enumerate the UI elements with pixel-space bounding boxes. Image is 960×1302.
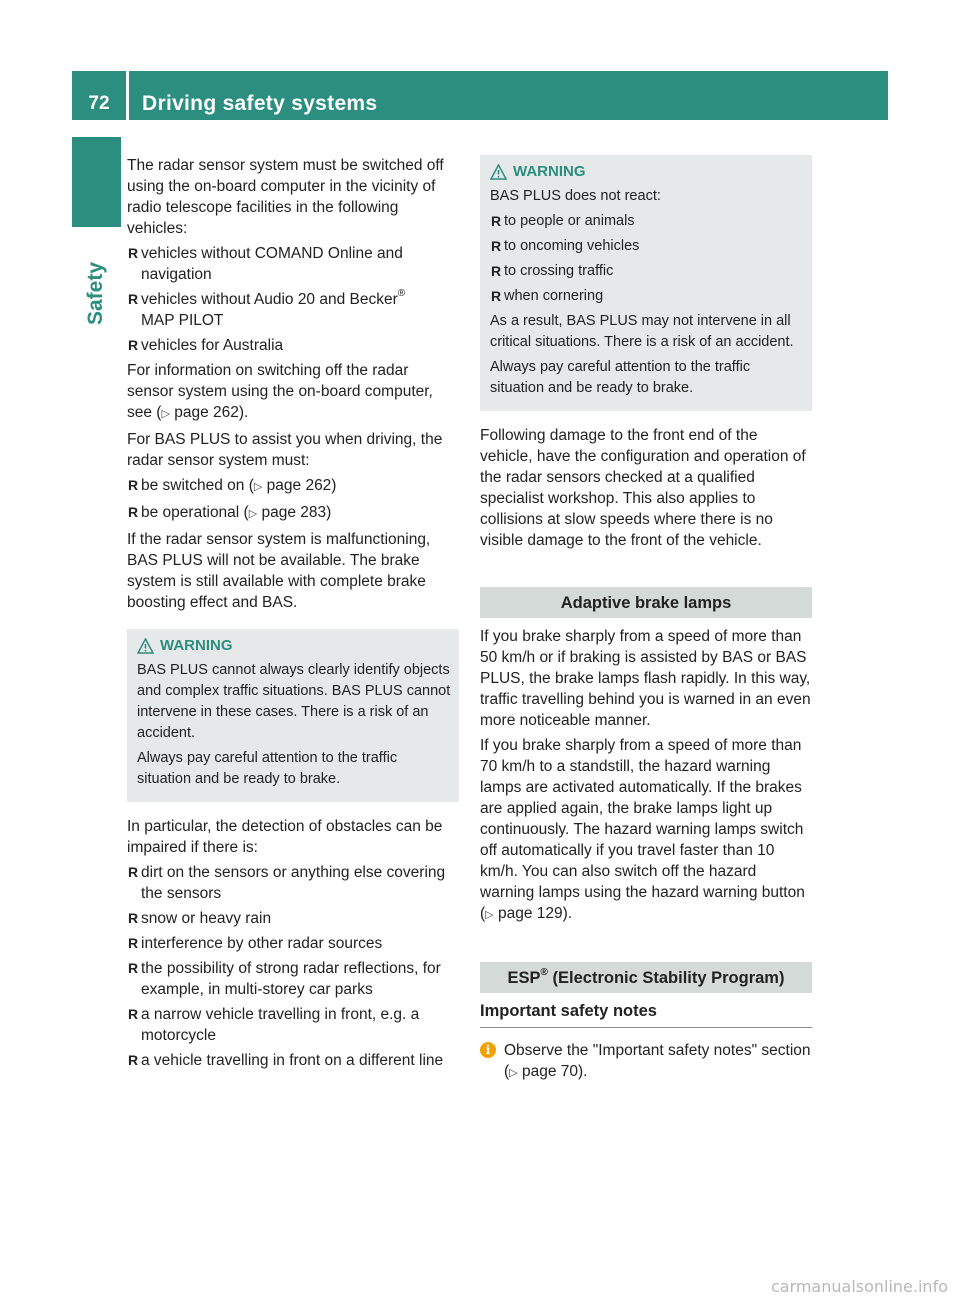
warning-text: BAS PLUS cannot always clearly identify objects and complex traffic situations. BAS PLUS cannot intervene in these cases. There is a risk of an accident. xyxy=(137,662,451,741)
info-note xyxy=(480,1040,812,1088)
bullet-icon: R xyxy=(491,288,502,304)
list-item: R a vehicle travelling in front on a different line xyxy=(128,1052,444,1069)
page-ref-arrow-icon: ▷ xyxy=(485,909,494,921)
bullet-icon: R xyxy=(128,935,139,951)
subsection-heading: Important safety notes xyxy=(480,1001,812,1028)
warning-list xyxy=(490,211,804,307)
bullet-icon: R xyxy=(128,245,139,261)
list-item: R when cornering xyxy=(490,286,804,307)
assist-paragraph: For BAS PLUS to assist you when driving, the radar sensor system must: xyxy=(127,431,443,469)
warning-heading xyxy=(137,635,451,656)
impair-paragraph: In particular, the detection of obstacles can be impaired if there is: xyxy=(127,818,443,856)
list-item: R dirt on the sensors or anything else covering the sensors xyxy=(128,864,446,902)
registered-mark: ® xyxy=(540,966,548,978)
bullet-icon: R xyxy=(491,238,502,254)
right-column xyxy=(480,155,812,1088)
chapter-title: Driving safety systems xyxy=(142,92,378,115)
list-item: R a narrow vehicle travelling in front, e.g. a motorcycle xyxy=(128,1006,420,1044)
warning-text: Always pay careful attention to the traffic situation and be ready to brake. xyxy=(490,359,751,396)
info-text: Observe the "Important safety notes" section (▷ page 70). xyxy=(504,1042,811,1080)
list-item: R vehicles for Australia xyxy=(128,337,284,354)
adaptive-paragraph: If you brake sharply from a speed of more than 70 km/h to a standstill, the hazard warning lamps are activated automatically. If the brakes are applied again, the brake lamps light up continuously. The hazard warning lamps switch off automatically if you travel faster than 10 km/h. You can also switch off the hazard warning lamps using the hazard warning button (▷ page 129). xyxy=(480,737,805,922)
list-item: R the possibility of strong radar reflections, for example, in multi-storey car parks xyxy=(128,960,441,998)
intro-paragraph: The radar sensor system must be switched off using the on-board computer in the vicinity of radio telescope facilities in the following vehicles: xyxy=(127,157,444,237)
list-item: R be switched on (▷ page 262) xyxy=(128,477,337,494)
bullet-icon: R xyxy=(128,291,139,307)
page-ref-arrow-icon: ▷ xyxy=(509,1067,518,1079)
bullet-icon: R xyxy=(128,910,139,926)
list-item: R vehicles without COMAND Online and navigation xyxy=(128,245,403,283)
section-heading: Adaptive brake lamps xyxy=(480,587,812,618)
page-reference[interactable]: page 262). xyxy=(174,404,249,421)
malfunction-paragraph: If the radar sensor system is malfunctioning, BAS PLUS will not be available. The brake system is still available with complete brake boosting effect and BAS. xyxy=(127,531,431,611)
page-reference[interactable]: page 129). xyxy=(497,905,573,922)
warning-text: As a result, BAS PLUS may not intervene in all critical situations. There is a risk of an accident. xyxy=(490,313,794,350)
site-watermark: carmanualsonline.info xyxy=(770,1277,948,1296)
page-reference[interactable]: page 262) xyxy=(266,477,337,494)
page-ref-arrow-icon: ▷ xyxy=(248,508,258,520)
warning-text: BAS PLUS does not react: xyxy=(490,188,661,204)
registered-mark: ® xyxy=(397,287,406,299)
list-item: R be operational (▷ page 283) xyxy=(128,504,332,521)
header-divider xyxy=(126,71,129,120)
bullet-icon: R xyxy=(128,337,139,353)
bullet-icon: R xyxy=(128,864,139,880)
assist-list xyxy=(127,475,459,525)
impair-list xyxy=(127,862,459,1071)
list-item: R interference by other radar sources xyxy=(128,935,383,952)
bullet-icon: R xyxy=(491,213,502,229)
bullet-icon: R xyxy=(128,1006,139,1022)
section-heading: ESP® (Electronic Stability Program) xyxy=(480,962,812,993)
side-tab-marker xyxy=(72,137,121,227)
warning-title: WARNING xyxy=(160,637,233,654)
damage-paragraph: Following damage to the front end of the vehicle, have the configuration and operation of the radar sensors checked at a qualified specialist workshop. This also applies to collisions at slow speeds where there is no visible damage to the front of the vehicle. xyxy=(480,427,806,549)
list-item: R to people or animals xyxy=(490,211,804,232)
list-item: R vehicles without Audio 20 and Becker® MAP PILOT xyxy=(128,287,406,329)
info-paragraph: For information on switching off the radar sensor system using the on-board computer, see (▷ page 262). xyxy=(127,362,433,421)
bullet-icon: R xyxy=(128,1052,139,1068)
page-ref-arrow-icon: ▷ xyxy=(161,408,170,420)
warning-text: Always pay careful attention to the traffic situation and be ready to brake. xyxy=(137,750,398,787)
adaptive-paragraph: If you brake sharply from a speed of more than 50 km/h or if braking is assisted by BAS or BAS PLUS, the brake lamps flash rapidly. In this way, traffic travelling behind you is warned in an even more noticeable manner. xyxy=(480,628,811,729)
warning-title: WARNING xyxy=(513,163,586,180)
page-reference[interactable]: page 70). xyxy=(521,1063,588,1080)
warning-box xyxy=(127,629,459,802)
info-icon: i xyxy=(480,1042,496,1058)
list-item: R to oncoming vehicles xyxy=(490,236,804,257)
bullet-icon: R xyxy=(128,504,139,520)
page-reference[interactable]: page 283) xyxy=(261,504,332,521)
bullet-icon: R xyxy=(491,263,502,279)
page-ref-arrow-icon: ▷ xyxy=(253,481,263,493)
vehicle-list xyxy=(127,243,459,356)
list-item: R snow or heavy rain xyxy=(128,910,272,927)
bullet-icon: R xyxy=(128,960,139,976)
side-tab-label: Safety xyxy=(84,261,107,325)
warning-box xyxy=(480,155,812,411)
warning-triangle-icon xyxy=(490,164,507,180)
page-number: 72 xyxy=(88,93,110,114)
warning-triangle-icon xyxy=(137,638,154,654)
list-item: R to crossing traffic xyxy=(490,261,804,282)
left-column xyxy=(127,155,459,1075)
side-tab xyxy=(84,235,110,325)
bullet-icon: R xyxy=(128,477,139,493)
warning-heading xyxy=(490,161,804,182)
page-header-bar xyxy=(72,71,888,120)
